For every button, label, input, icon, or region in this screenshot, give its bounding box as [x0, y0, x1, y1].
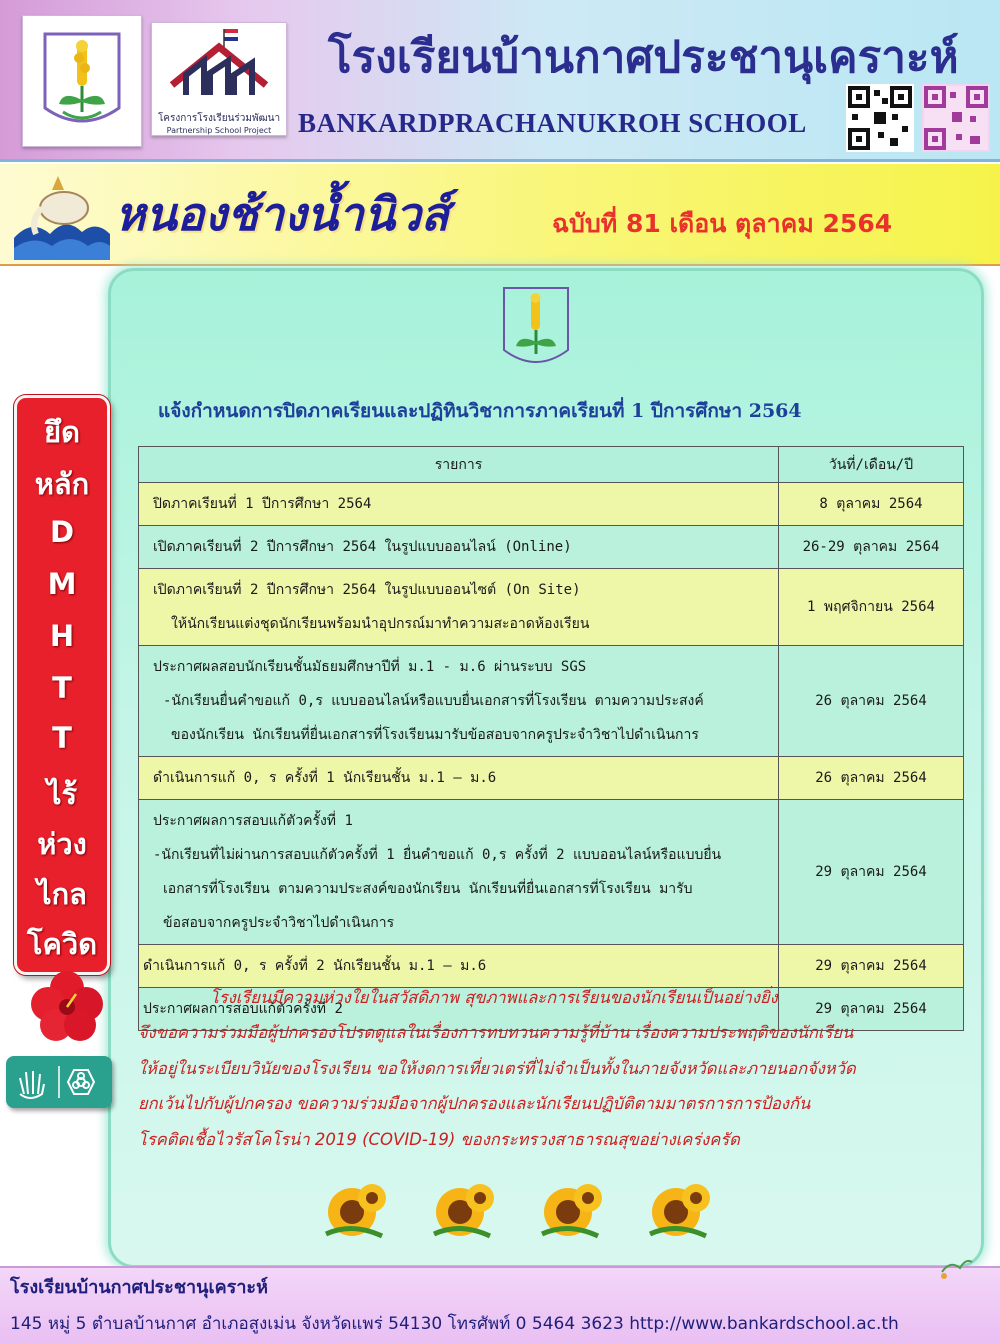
- table-row: [139, 483, 964, 526]
- row-item-text: -นักเรียนยื่นคำขอแก้ 0,ร แบบออนไลน์หรือแบบยื่นเอกสารที่โรงเรียน ตามความประสงค์: [163, 693, 704, 709]
- newsletter-title: หนองช้างน้ำนิวส์: [115, 187, 449, 241]
- row-date: 29 ตุลาคม 2564: [779, 988, 964, 1031]
- row-item-text: ประกาศผลการสอบแก้ตัวครั้งที่ 1: [153, 813, 353, 829]
- slogan-word: ห่วง: [37, 827, 87, 861]
- slogan-word: H: [49, 619, 75, 653]
- row-item-text: ข้อสอบจากครูประจำวิชาไปดำเนินการ: [163, 915, 395, 931]
- paragraph-line: ยกเว้นไปกับผู้ปกครอง ขอความร่วมมือจากผู้ปกครองและนักเรียนปฏิบัติตามมาตรการการป้องกัน: [138, 1094, 811, 1114]
- column-header-item: รายการ: [139, 447, 779, 483]
- row-date: 26-29 ตุลาคม 2564: [779, 526, 964, 569]
- paragraph-line: ให้อยู่ในระเบียบวินัยของโรงเรียน ขอให้งดการเที่ยวเตร่ที่ไม่จำเป็นทั้งในภายจังหวัดและภายนอกจังหวัด: [138, 1058, 856, 1078]
- paragraph-line: โรคติดเชื้อไวรัสโคโรน่า 2019 (COVID-19) ของกระทรวงสาธารณสุขอย่างเคร่งครัด: [138, 1129, 740, 1149]
- covid-slogan-banner: [14, 395, 110, 975]
- partner-logo-caption-en: Partnership School Project: [166, 126, 272, 135]
- hibiscus-flower-icon: [30, 970, 104, 1044]
- row-date: 29 ตุลาคม 2564: [779, 800, 964, 945]
- row-date: 1 พฤศจิกายน 2564: [779, 569, 964, 646]
- slogan-word: M: [47, 567, 77, 601]
- row-date: 8 ตุลาคม 2564: [779, 483, 964, 526]
- covid-notice-paragraph: [138, 980, 964, 1157]
- table-row: [139, 646, 964, 757]
- notice-title: แจ้งกำหนดการปิดภาคเรียนและปฏิทินวิชาการภาคเรียนที่ 1 ปีการศึกษา 2564: [158, 400, 802, 422]
- issue-number: ฉบับที่ 81 เดือน ตุลาคม 2564: [552, 209, 893, 238]
- biohazard-icon: [68, 1070, 94, 1094]
- table-row: [139, 757, 964, 800]
- school-emblem-small-logo: [500, 284, 572, 376]
- row-date: 26 ตุลาคม 2564: [779, 757, 964, 800]
- footer-school-name: โรงเรียนบ้านกาศประชานุเคราะห์: [10, 1277, 268, 1298]
- row-item-text: ประกาศผลสอบนักเรียนชั้นมัธยมศึกษาปีที่ ม.1 - ม.6 ผ่านระบบ SGS: [153, 659, 587, 675]
- partnership-school-logo: [151, 22, 287, 136]
- slogan-word: โควิด: [26, 927, 98, 961]
- row-item-text: -นักเรียนที่ไม่ผ่านการสอบแก้ตัวครั้งที่ 1 ยื่นคำขอแก้ 0,ร ครั้งที่ 2 แบบออนไลน์หรือแบบยื่น: [153, 847, 722, 863]
- slogan-word: T: [52, 671, 72, 705]
- slogan-word: D: [49, 515, 75, 549]
- paragraph-line: จึงขอความร่วมมือผู้ปกครองโปรดดูแลในเรื่องการทบทวนความรู้ที่บ้าน เรื่องความประพฤติของนักเรียน: [138, 1023, 854, 1043]
- row-item-text: เปิดภาคเรียนที่ 2 ปีการศึกษา 2564 ในรูปแบบออนไลน์ (Online): [153, 539, 572, 555]
- bird-decoration-icon: [938, 1252, 974, 1282]
- qr-code-icon[interactable]: [846, 84, 914, 152]
- school-name-thai: โรงเรียนบ้านกาศประชานุเคราะห์: [328, 32, 959, 83]
- table-row: [139, 569, 964, 646]
- slogan-word: หลัก: [34, 467, 90, 501]
- elephant-wave-logo: [12, 168, 112, 260]
- row-date: 29 ตุลาคม 2564: [779, 945, 964, 988]
- column-header-date: วันที่/เดือน/ปี: [779, 447, 964, 483]
- slogan-word: ไกล: [37, 877, 87, 911]
- school-emblem-logo: [22, 15, 142, 147]
- row-item-text: ของนักเรียน นักเรียนที่ยื่นเอกสารที่โรงเรียนมารับข้อสอบจากครูประจำวิชาไปดำเนินการ: [171, 727, 699, 743]
- sunflower-icon: [542, 1184, 602, 1236]
- sunflower-icon: [326, 1184, 386, 1236]
- slogan-word: ไร้: [46, 777, 78, 811]
- academic-calendar-table: [138, 446, 964, 1031]
- school-name-english: BANKARDPRACHANUKROH SCHOOL: [298, 108, 807, 138]
- row-item-text: เอกสารที่โรงเรียน ตามความประสงค์ของนักเรียน นักเรียนที่ยื่นเอกสารที่โรงเรียน มารับ: [163, 881, 693, 897]
- sunflower-icon: [650, 1184, 710, 1236]
- slogan-word: T: [52, 721, 72, 755]
- slogan-word: ยึด: [44, 415, 80, 449]
- table-row: [139, 800, 964, 945]
- paragraph-line: โรงเรียนมีความห่วงใยในสวัสดิภาพ สุขภาพและการเรียนของนักเรียนเป็นอย่างยิ่ง: [210, 988, 778, 1007]
- row-item-text: เปิดภาคเรียนที่ 2 ปีการศึกษา 2564 ในรูปแบบออนไซต์ (On Site): [153, 582, 581, 598]
- row-item-text: ประกาศผลการสอบแก้ตัวครั้งที่ 2: [143, 1001, 343, 1017]
- row-date: 26 ตุลาคม 2564: [779, 646, 964, 757]
- sunflower-icon: [434, 1184, 494, 1236]
- footer-address: 145 หมู่ 5 ตำบลบ้านกาศ อำเภอสูงเม่น จังหวัดแพร่ 54130 โทรศัพท์ 0 5464 3623 http://www.bankardschool.ac.th: [10, 1314, 899, 1334]
- hand-wash-icon: [20, 1071, 44, 1098]
- sunflower-decoration-row: [318, 1176, 738, 1246]
- row-item-text: ให้นักเรียนแต่งชุดนักเรียนพร้อมนำอุปกรณ์มาทำความสะอาดห้องเรียน: [171, 616, 590, 632]
- table-header-row: [139, 447, 964, 483]
- partner-logo-caption: โครงการโรงเรียนร่วมพัฒนา: [157, 113, 281, 124]
- row-item-text: ดำเนินการแก้ 0, ร ครั้งที่ 2 นักเรียนชั้น ม.1 – ม.6: [143, 958, 487, 974]
- row-item-text: ปิดภาคเรียนที่ 1 ปีการศึกษา 2564: [153, 496, 372, 512]
- hygiene-icons-panel: [6, 1056, 112, 1108]
- qr-code-purple-icon[interactable]: [922, 84, 990, 152]
- row-item-text: ดำเนินการแก้ 0, ร ครั้งที่ 1 นักเรียนชั้น ม.1 – ม.6: [153, 770, 497, 786]
- table-row: [139, 526, 964, 569]
